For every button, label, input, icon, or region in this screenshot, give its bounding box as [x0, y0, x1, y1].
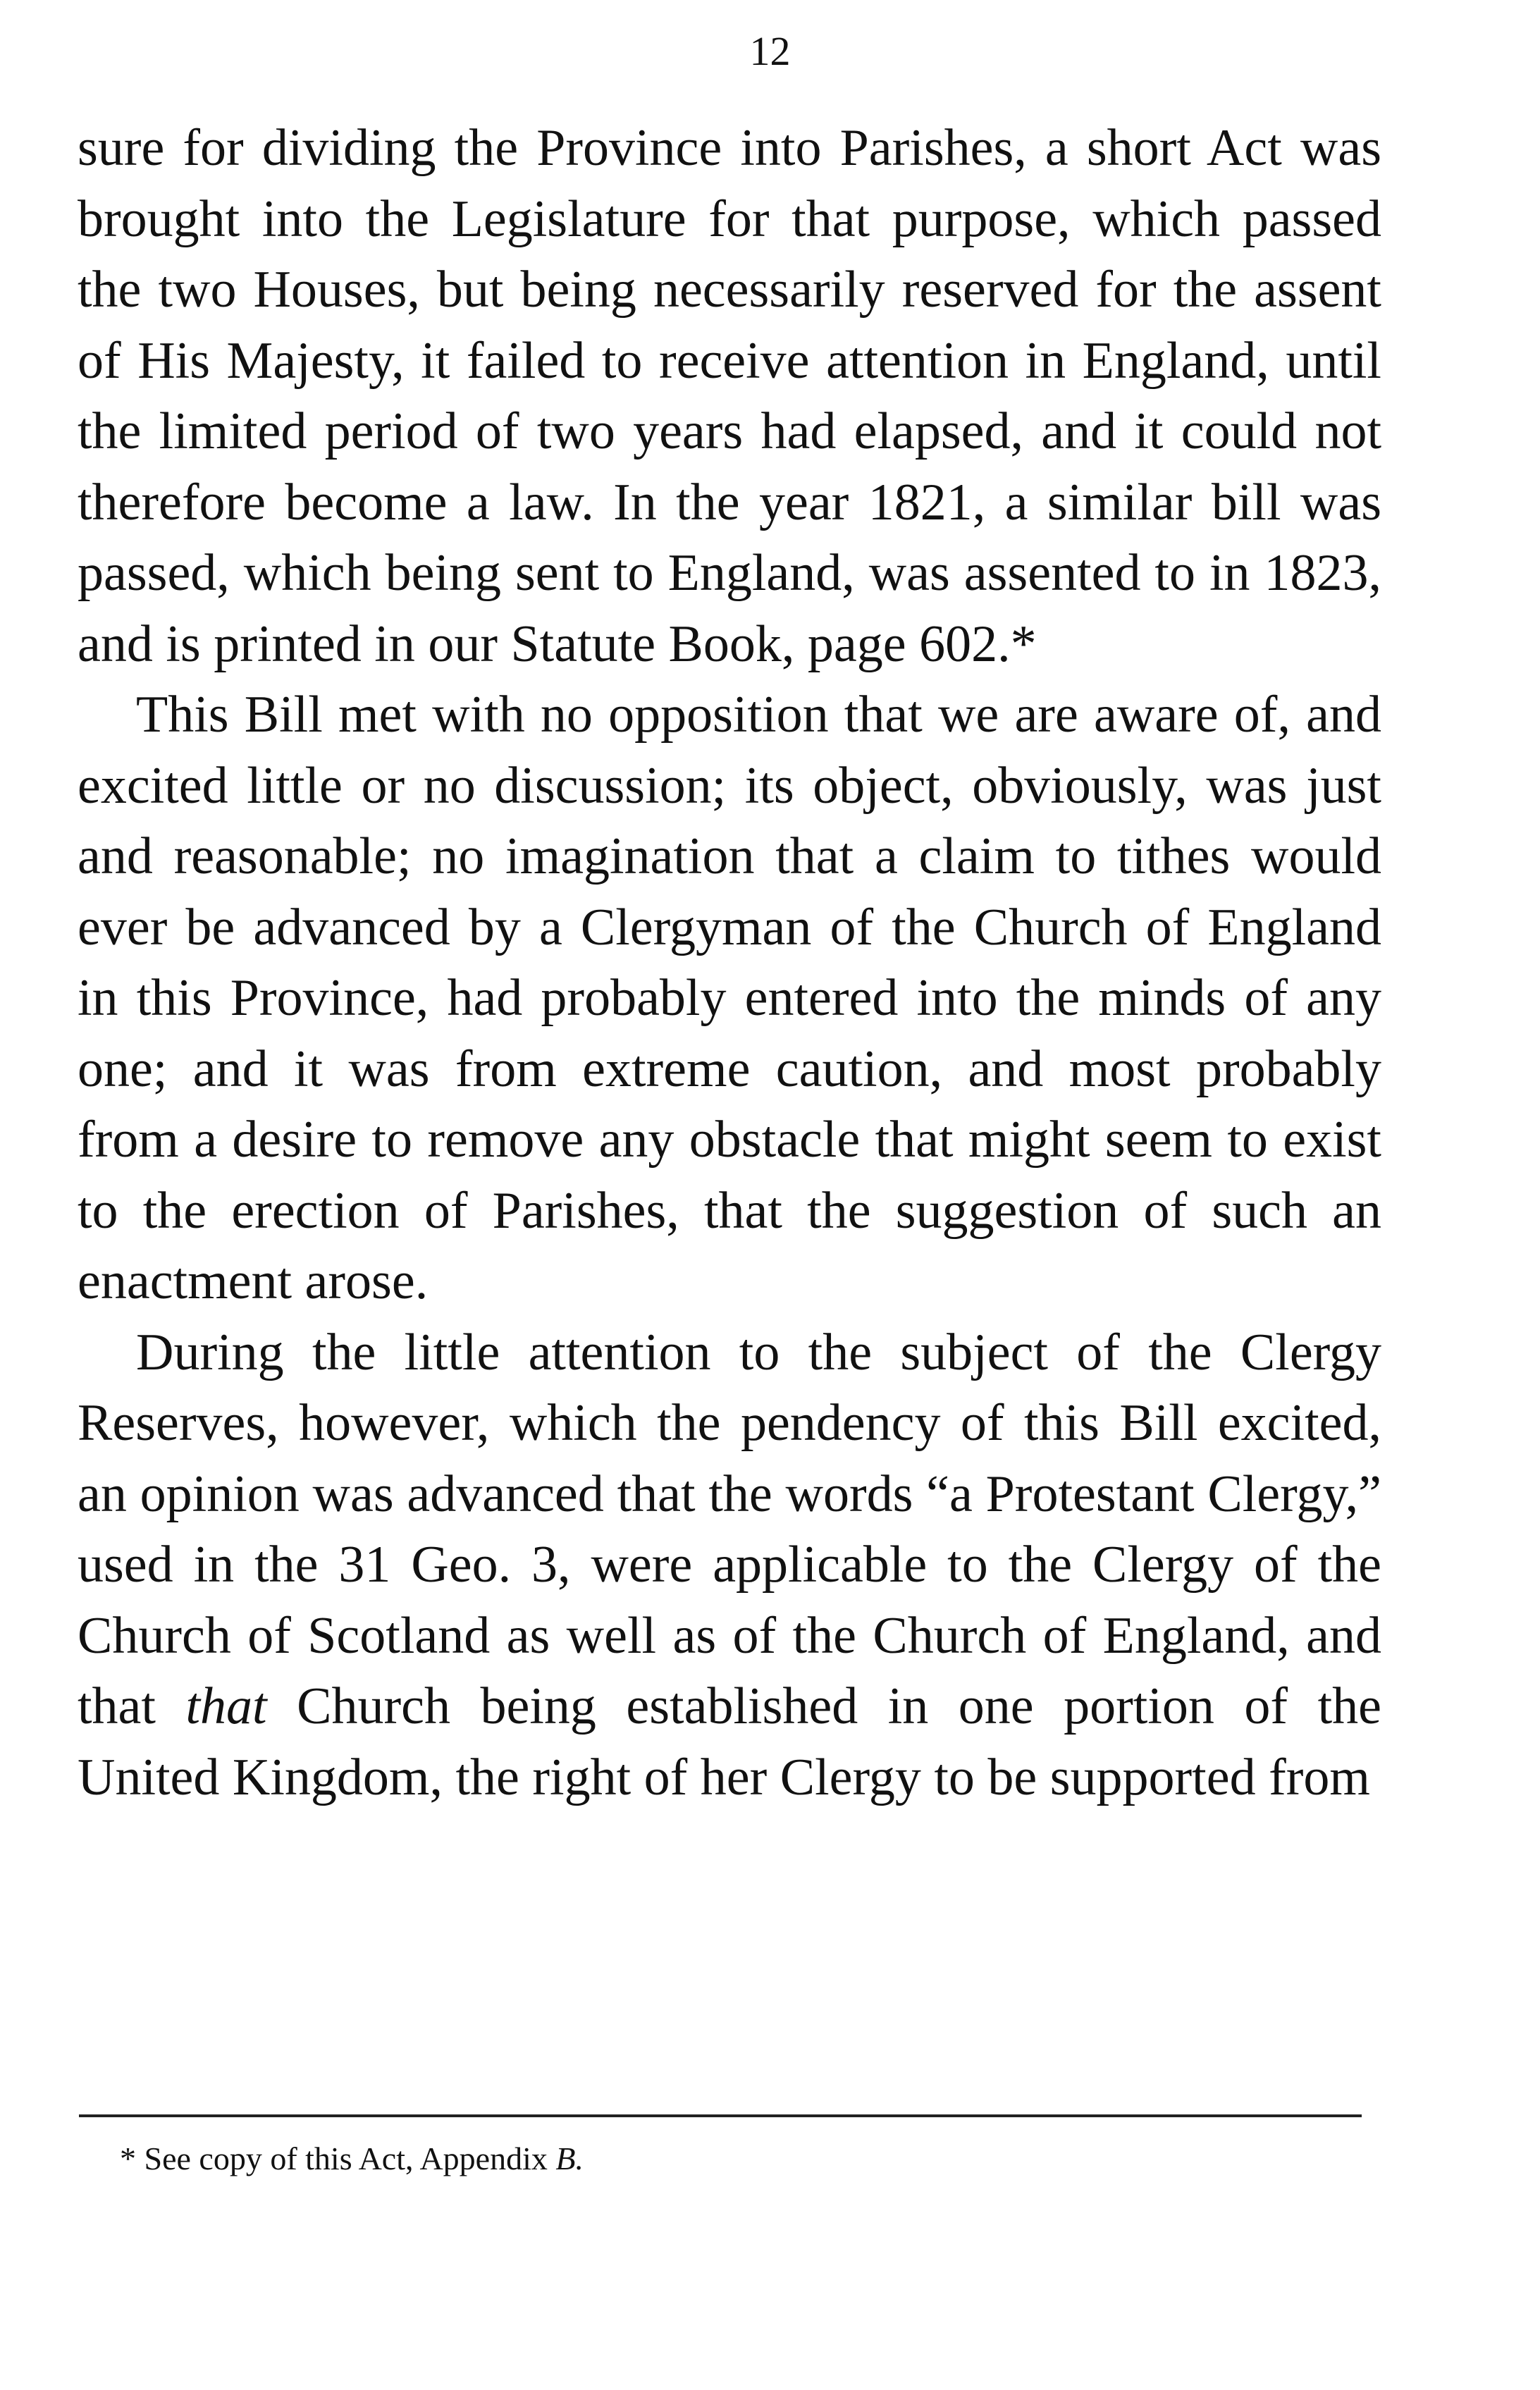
footnote-text: * See copy of this Act, Appendix — [120, 2140, 556, 2176]
paragraph-3-italic-word: that — [185, 1677, 267, 1735]
page-number: 12 — [749, 28, 791, 74]
paragraph-3-text-after: Church being established in one portion of the United Kingdom, the right of her Clergy to be supported from — [78, 1677, 1381, 1806]
footnote-divider — [79, 2114, 1362, 2117]
body-text — [78, 113, 1381, 1813]
footnote-appendix-ref: B. — [555, 2140, 584, 2176]
paragraph-1: sure for dividing the Province into Parishes, a short Act was brought into the Legislature for that purpose, which passed the two Houses, but being necessarily reserved for the assent of His Majesty, it failed to receive attention in England, until the limited period of two years had elapsed, and it could not therefore become a law. In the year 1821, a similar bill was passed, which being sent to England, was assented to in 1823, and is printed in our Statute Book, page 602.* — [78, 119, 1381, 673]
paragraph-3 — [78, 1317, 1381, 1813]
paragraph-2: This Bill met with no opposition that we are aware of, and excited little or no discussion; its object, obviously, was just and reasonable; no imagination that a claim to tithes would ever be advanced by a Clergyman of the Church of England in this Province, had probably entered into the minds of any one; and it was from extreme caution, and most probably from a desire to remove any obstacle that might seem to exist to the erection of Parishes, that the suggestion of such an enactment arose. — [78, 686, 1381, 1310]
paragraph-3-text-before: During the little attention to the subject of the Clergy Reserves, however, which the pendency of this Bill excited, an opinion was advanced that the words “a Protestant Clergy,” used in the 31 Geo. 3, were applicable to the Clergy of the Church of Scotland as well as of the Church of England, and that — [78, 1323, 1381, 1735]
footnote — [120, 2139, 584, 2178]
